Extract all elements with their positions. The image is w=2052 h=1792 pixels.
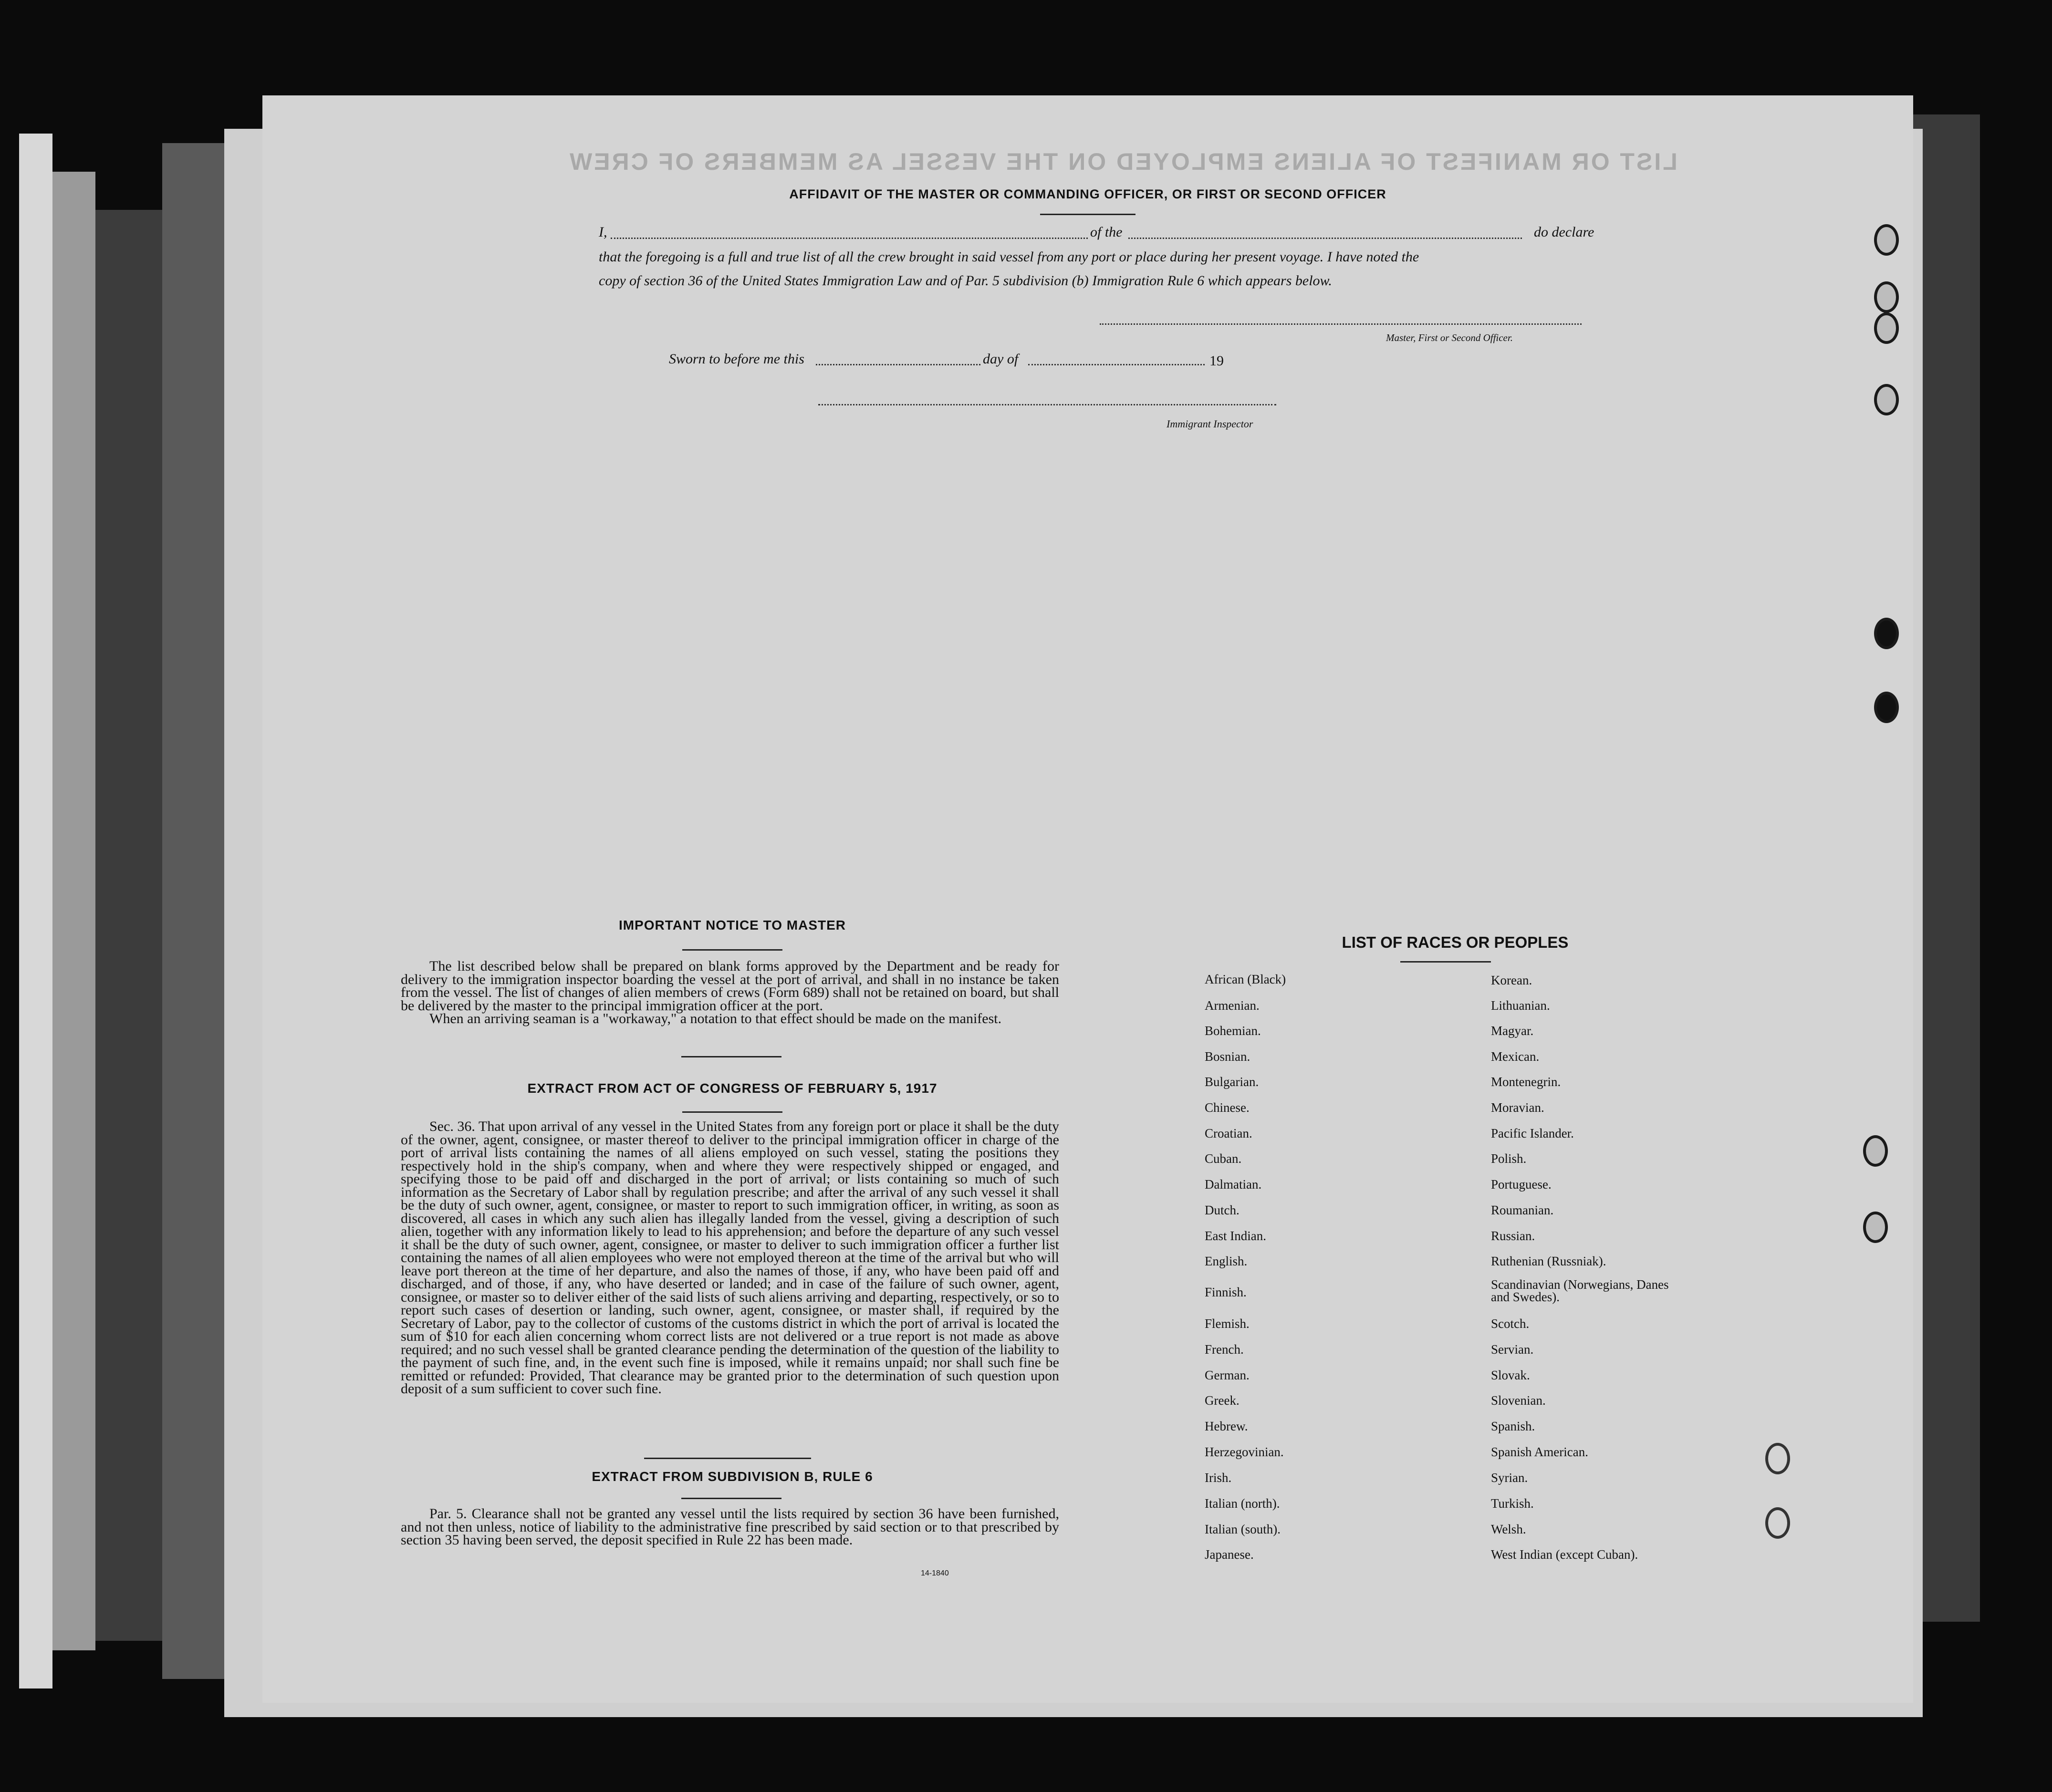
race-entry: West Indian (except Cuban). — [1491, 1547, 1638, 1562]
scan-edge-light — [19, 134, 52, 1688]
rule6-title: EXTRACT FROM SUBDIVISION B, RULE 6 — [592, 1469, 873, 1484]
divider — [682, 949, 782, 951]
race-entry: Korean. — [1491, 973, 1532, 987]
race-entry: Portuguese. — [1491, 1177, 1552, 1191]
rule6-paragraph: Par. 5. Clearance shall not be granted any vessel until the lists required by section 36 have been furnished, and not then unless, notice of liability to the administrative fine prescribed by said section or to that prescribed by section 35 having been served, the deposit specified in Rule 22 has been made. — [401, 1506, 1059, 1548]
divider — [682, 1111, 782, 1113]
sworn-day-blank[interactable] — [816, 364, 980, 365]
race-entry: Scandinavian (Norwegians, Danes and Swedes). — [1491, 1277, 1669, 1304]
race-entry: Herzegovinian. — [1205, 1445, 1284, 1459]
notice-title: IMPORTANT NOTICE TO MASTER — [618, 918, 846, 932]
race-entry: Armenian. — [1205, 998, 1260, 1013]
divider — [644, 1458, 811, 1459]
race-entry: Spanish. — [1491, 1419, 1535, 1433]
divider — [1040, 214, 1135, 215]
punch-hole — [1874, 692, 1899, 723]
race-entry: Irish. — [1205, 1471, 1232, 1485]
race-entry: Welsh. — [1491, 1522, 1526, 1536]
sworn-year: 19 — [1209, 353, 1224, 369]
race-entry: Pacific Islander. — [1491, 1126, 1574, 1140]
rule6-body — [401, 1507, 1059, 1547]
divider — [681, 1498, 781, 1499]
act-title: EXTRACT FROM ACT OF CONGRESS OF FEBRUARY 5, 1917 — [527, 1081, 937, 1096]
inspector-signature-line[interactable] — [818, 404, 1276, 405]
punch-hole — [1874, 281, 1899, 313]
punch-hole — [1863, 1135, 1888, 1167]
punch-hole — [1863, 1212, 1888, 1243]
race-entry: Polish. — [1491, 1151, 1527, 1166]
race-entry: Dalmatian. — [1205, 1177, 1262, 1191]
race-entry: German. — [1205, 1368, 1250, 1382]
race-entry: Greek. — [1205, 1393, 1240, 1408]
race-entry: Cuban. — [1205, 1151, 1242, 1166]
race-entry: Magyar. — [1491, 1024, 1534, 1038]
sworn-text: Sworn to before me this — [669, 351, 804, 367]
race-entry: Moravian. — [1491, 1100, 1544, 1115]
document-page — [262, 95, 1913, 1703]
sworn-month-blank[interactable] — [1028, 364, 1205, 365]
sworn-day-of: day of — [983, 351, 1019, 367]
race-entry: Flemish. — [1205, 1316, 1250, 1331]
race-entry: Finnish. — [1205, 1285, 1247, 1299]
divider — [1400, 961, 1491, 963]
race-entry: Hebrew. — [1205, 1419, 1248, 1433]
race-entry: Servian. — [1491, 1342, 1534, 1357]
affidavit-title: AFFIDAVIT OF THE MASTER OR COMMANDING OFFICER, OR FIRST OR SECOND OFFICER — [789, 187, 1386, 201]
race-entry: Slovak. — [1491, 1368, 1530, 1382]
master-signature-caption: Master, First or Second Officer. — [1386, 332, 1513, 343]
notice-body — [401, 960, 1059, 1025]
races-title: LIST OF RACES OR PEOPLES — [1342, 933, 1569, 951]
race-entry: East Indian. — [1205, 1229, 1266, 1243]
declaration-of-the: of the — [1090, 224, 1123, 240]
race-entry: Spanish American. — [1491, 1445, 1588, 1459]
race-entry: Italian (south). — [1205, 1522, 1281, 1536]
act-body — [401, 1120, 1059, 1396]
race-entry: Dutch. — [1205, 1203, 1240, 1217]
declaration-line — [599, 224, 1825, 243]
race-entry: Italian (north). — [1205, 1496, 1280, 1511]
declaration-line-3: copy of section 36 of the United States Immigration Law and of Par. 5 subdivision (b) Immigration Rule 6 which appears below. — [599, 273, 1332, 289]
race-entry: Syrian. — [1491, 1471, 1528, 1485]
race-entry: Roumanian. — [1491, 1203, 1554, 1217]
act-paragraph: Sec. 36. That upon arrival of any vessel in the United States from any foreign port or place it shall be the duty of the owner, agent, consignee, or master thereof to deliver to the principal immigration officer in charge of the port of arrival lists containing the names of all aliens employed on such vessel, stating the positions they respectively hold in the ship's company, when and where they were respectively shipped or engaged, and specifying those to be paid off and discharged in the port of arrival; or lists containing so much of such information as the Secretary of Labor shall by regulation prescribe; and after the arrival of any such vessel it shall be the duty of such owner, agent, consignee, or master to report to such immigration officer, in writing, as soon as discovered, all cases in which any such alien has illegally landed from the vessel, giving a description of such alien, together with any information likely to lead to his apprehension; and before the departure of any such vessel it shall be the duty of such owner, agent, consignee, or master to deliver to such immigration officer a further list containing the names of all alien employees who were not employed thereon at the time of the arrival but who will leave port thereon at the time of her departure, and also the names of those, if any, who have been paid off and discharged, and of those, if any, who have deserted or landed; and in case of the failure of such owner, agent, consignee, or master so to deliver either of the said lists of such aliens arriving and departing, respectively, or so to report such cases of desertion or landing, such owner, agent, consignee, or master shall, if required by the Secretary of Labor, pay to the collector of customs of the customs district in which the port of arrival is located the sum of $10 for each alien concerning whom correct lists are not delivered or a true report is not made as above required; and no such vessel shall be granted clearance pending the determination of the question of the liability to the payment of such fine, and, in the event such fine is imposed, while it remains unpaid; nor shall such fine be remitted or refunded: Provided, That clearance may be granted prior to the determination of such question upon deposit of a sum sufficient to cover such fine. — [401, 1119, 1059, 1397]
race-entry: English. — [1205, 1254, 1248, 1268]
inspector-caption: Immigrant Inspector — [1167, 418, 1253, 430]
race-entry: Russian. — [1491, 1229, 1535, 1243]
notice-paragraph: When an arriving seaman is a "workaway," a notation to that effect should be made on the manifest. — [429, 1011, 1002, 1026]
form-number: 14-1840 — [921, 1569, 949, 1577]
race-entry: French. — [1205, 1342, 1244, 1357]
race-entry: Bohemian. — [1205, 1024, 1261, 1038]
race-entry: Scotch. — [1491, 1316, 1530, 1331]
divider — [681, 1056, 781, 1057]
race-entry: Chinese. — [1205, 1100, 1250, 1115]
declaration-i: I, — [599, 224, 607, 240]
vessel-blank[interactable] — [1128, 238, 1522, 239]
race-entry: Bosnian. — [1205, 1049, 1250, 1064]
declaration-do-declare: do declare — [1534, 224, 1594, 240]
race-entry: Turkish. — [1491, 1496, 1534, 1511]
punch-hole — [1765, 1507, 1790, 1539]
race-entry: Slovenian. — [1491, 1393, 1546, 1408]
declaration-line-2: that the foregoing is a full and true list of all the crew brought in said vessel from any port or place during her present voyage. I have noted the — [599, 249, 1419, 265]
punch-hole — [1874, 618, 1899, 649]
race-entry: Croatian. — [1205, 1126, 1252, 1140]
punch-hole — [1874, 224, 1899, 256]
bleed-through-title: LIST OR MANIFEST OF ALIENS EMPLOYED ON THE VESSEL AS MEMBERS OF CREW — [568, 148, 1677, 175]
punch-hole — [1874, 384, 1899, 415]
race-entry: Japanese. — [1205, 1547, 1254, 1562]
master-signature-line[interactable] — [1100, 323, 1582, 325]
race-entry: Bulgarian. — [1205, 1075, 1259, 1089]
scan-edge-mid — [52, 172, 95, 1650]
name-blank[interactable] — [611, 238, 1088, 239]
race-entry: Montenegrin. — [1491, 1075, 1561, 1089]
race-entry: Ruthenian (Russniak). — [1491, 1254, 1606, 1268]
race-entry: African (Black) — [1205, 972, 1286, 986]
notice-paragraph: The list described below shall be prepared on blank forms approved by the Department and be ready for delivery to the immigration inspector boarding the vessel at the port of arrival, and shall in no instance be taken from the vessel. The list of changes of alien members of crews (Form 689) shall not be retained on board, but shall be delivered by the master to the principal immigration officer at the port. — [401, 958, 1059, 1014]
punch-hole — [1765, 1443, 1790, 1474]
punch-hole — [1874, 312, 1899, 344]
race-entry: Lithuanian. — [1491, 998, 1550, 1013]
race-entry: Mexican. — [1491, 1049, 1540, 1064]
